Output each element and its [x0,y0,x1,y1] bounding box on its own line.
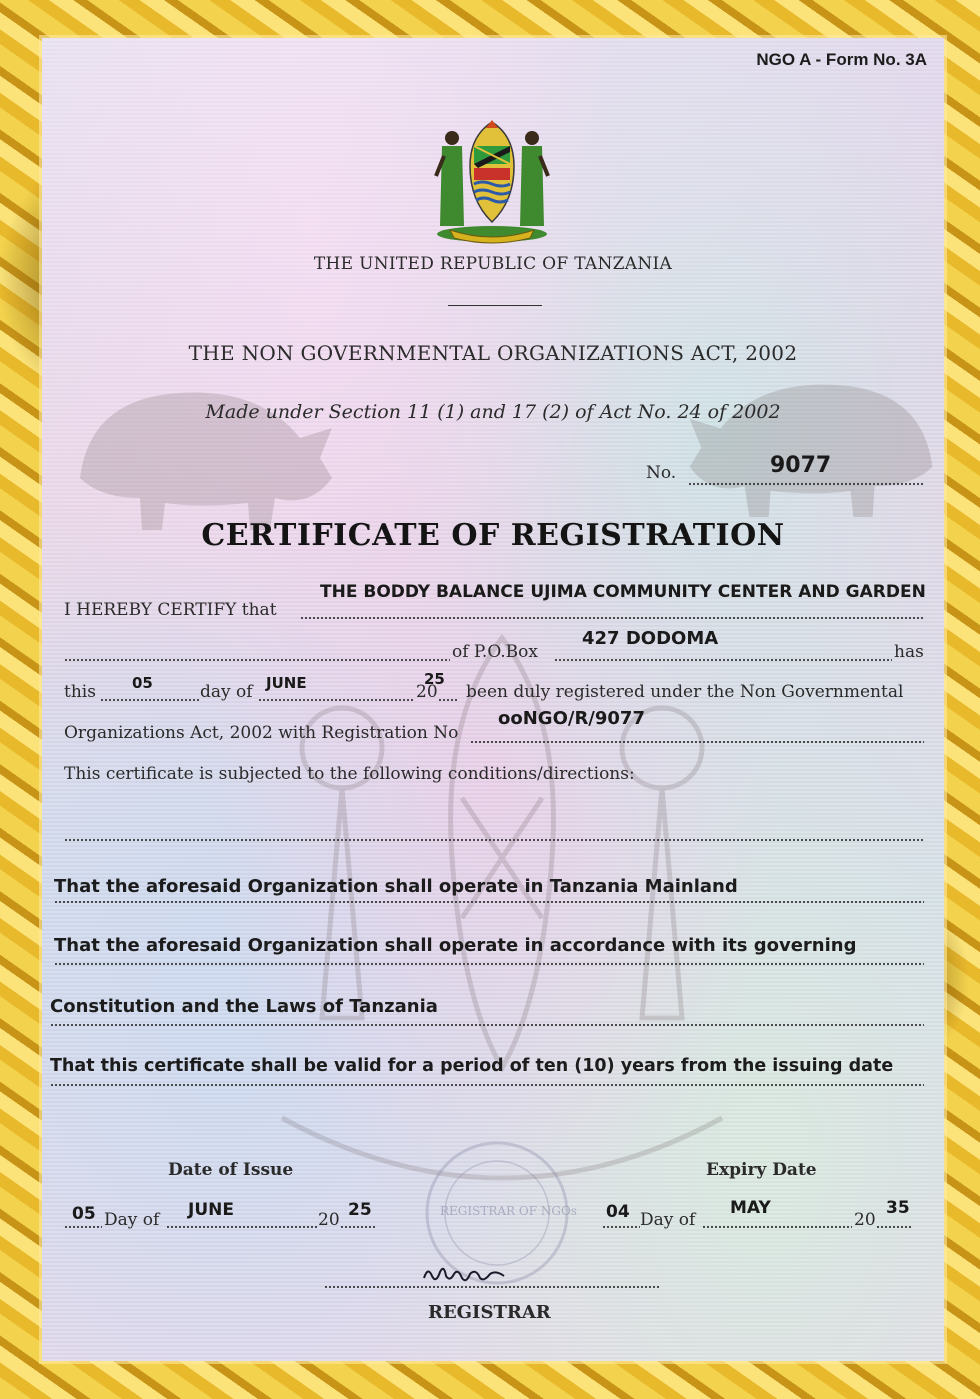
dotted-line [340,1226,376,1228]
dotted-line [702,1226,852,1228]
number-label: No. [646,463,677,483]
form-number: NGO A - Form No. 3A [756,50,927,69]
has-text: has [894,642,924,662]
condition-4: That this certificate shall be valid for a period of ten (10) years from the issuing date [50,1056,894,1076]
expiry-day: 04 [606,1202,630,1222]
conditions-intro: This certificate is subjected to the following conditions/directions: [64,764,635,784]
dotted-line [50,1024,924,1026]
dotted-line [438,699,458,701]
this-label: this [64,682,96,702]
condition-3: Constitution and the Laws of Tanzania [50,996,438,1017]
expiry-date-label: Expiry Date [706,1160,817,1180]
issue-day-of-label: Day of [104,1210,160,1230]
dotted-line [602,1226,640,1228]
dotted-line [100,699,200,701]
expiry-month: MAY [730,1198,771,1218]
day-of-label: day of [200,682,253,702]
registration-month: JUNE [266,674,307,692]
dotted-line [54,963,924,965]
act-title: THE NON GOVERNMENTAL ORGANIZATIONS ACT, 2002 [188,341,798,365]
issue-month: JUNE [188,1200,234,1220]
certificate-number-row [646,453,926,487]
certificate-sheet [42,38,944,1361]
coat-of-arms-icon [430,116,554,244]
certificate-number: 9077 [770,453,832,478]
rhino-watermark-right [682,348,942,528]
seal-text: REGISTRAR OF NGOs [440,1204,577,1218]
po-box-value: 427 DODOMA [582,628,719,649]
dotted-line [876,1226,912,1228]
registrar-signature [420,1260,520,1288]
dotted-line [554,659,892,661]
dotted-line [64,1226,102,1228]
certificate-title: CERTIFICATE OF REGISTRATION [201,518,785,553]
dotted-line [688,483,924,485]
po-box-label: of P.O.Box [452,642,538,662]
issue-day: 05 [72,1204,96,1224]
date-of-issue-label: Date of Issue [168,1160,294,1180]
condition-1: That the aforesaid Organization shall operate in Tanzania Mainland [54,876,738,897]
signature-line [324,1286,660,1288]
organization-name: THE BODDY BALANCE UJIMA COMMUNITY CENTER AND GARDEN [320,582,926,602]
registration-day: 05 [132,674,153,692]
dotted-line [470,741,924,743]
rhino-watermark-left [70,358,340,538]
expiry-year: 35 [886,1198,910,1218]
registration-number: ooNGO/R/9077 [498,708,645,729]
dotted-line [166,1226,318,1228]
dotted-line [54,901,924,903]
registration-year: 25 [424,670,445,688]
dotted-line [64,839,924,841]
expiry-day-of-label: Day of [640,1210,696,1230]
republic-heading: THE UNITED REPUBLIC OF TANZANIA [313,254,673,274]
condition-2: That the aforesaid Organization shall operate in accordance with its governing [54,935,857,956]
dotted-line [64,659,450,661]
dotted-line [258,699,414,701]
certify-prefix: I HEREBY CERTIFY that [64,600,277,620]
registration-no-label: Organizations Act, 2002 with Registration No [64,723,459,743]
issue-year-prefix: 20 [318,1210,340,1230]
divider [448,305,542,306]
dotted-line [300,617,924,619]
made-under-text: Made under Section 11 (1) and 17 (2) of Act No. 24 of 2002 [205,401,781,423]
expiry-year-prefix: 20 [854,1210,876,1230]
dotted-line [50,1084,924,1086]
registrar-label: REGISTRAR [428,1302,551,1323]
year-prefix: 20 [416,682,438,702]
duly-registered-text: been duly registered under the Non Governmental [466,682,904,702]
issue-year: 25 [348,1200,372,1220]
